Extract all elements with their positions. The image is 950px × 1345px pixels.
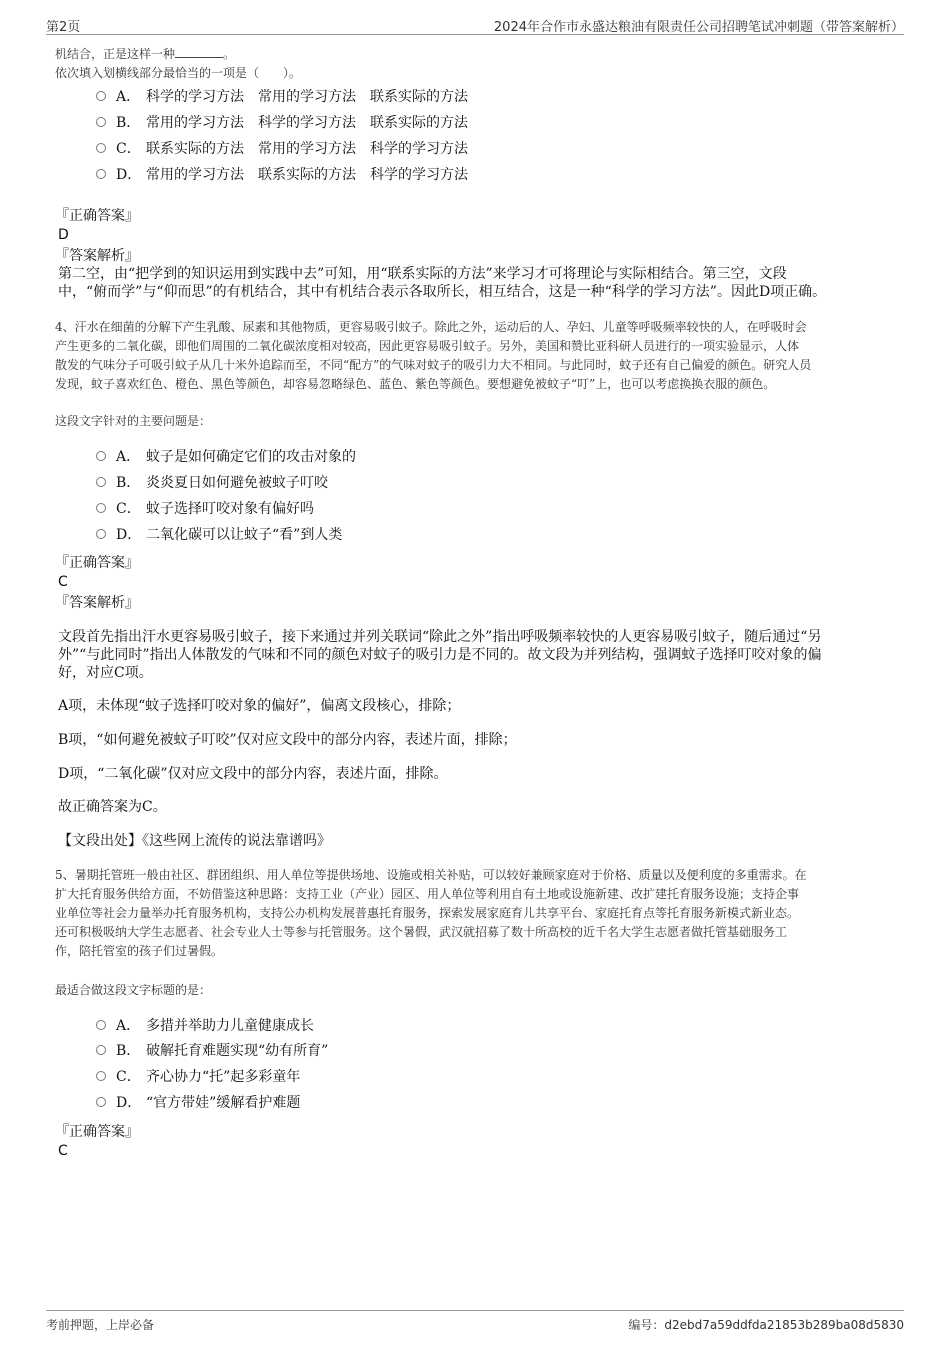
- q3-option-d[interactable]: D． 常用的学习方法 联系实际的方法 科学的学习方法: [96, 166, 468, 184]
- page-footer: [46, 1310, 904, 1333]
- page-header: [46, 14, 904, 35]
- q4-option-b[interactable]: B． 炎炎夏日如何避免被蚊子叮咬: [96, 474, 328, 492]
- footer-slogan: 考前押题，上岸必备: [46, 1318, 155, 1332]
- radio-icon[interactable]: [96, 1020, 106, 1030]
- q3-option-b[interactable]: B． 常用的学习方法 科学的学习方法 联系实际的方法: [96, 114, 468, 132]
- q5-option-d[interactable]: D． “官方带娃”缓解看护难题: [96, 1094, 300, 1112]
- q4-answer-label: 『正确答案』: [55, 555, 139, 571]
- document-title: 2024年合作市永盛达粮油有限责任公司招聘笔试冲刺题（带答案解析）: [493, 20, 904, 35]
- page-number: 第2页: [46, 20, 81, 35]
- q4-analysis-label: 『答案解析』: [55, 595, 139, 611]
- q4-analysis-d: D项，“二氧化碳”仅对应文段中的部分内容，表述片面，排除。: [58, 766, 448, 782]
- q4-option-a[interactable]: A． 蚊子是如何确定它们的攻击对象的: [96, 448, 356, 466]
- q3-answer: D: [58, 227, 69, 243]
- q3-analysis-label: 『答案解析』: [55, 248, 139, 264]
- radio-icon[interactable]: [96, 1045, 106, 1055]
- q4-source: 【文段出处】《这些网上流传的说法靠谱吗》: [58, 833, 331, 849]
- q5-option-a[interactable]: A． 多措并举助力儿童健康成长: [96, 1017, 314, 1035]
- q4-analysis-a: A项，未体现“蚊子选择叮咬对象的偏好”，偏离文段核心，排除；: [58, 698, 461, 714]
- q5-answer: C: [58, 1143, 68, 1159]
- radio-icon[interactable]: [96, 169, 106, 179]
- radio-icon[interactable]: [96, 477, 106, 487]
- q3-option-c[interactable]: C． 联系实际的方法 常用的学习方法 科学的学习方法: [96, 140, 468, 158]
- q3-option-a[interactable]: A． 科学的学习方法 常用的学习方法 联系实际的方法: [96, 88, 468, 106]
- q4-answer: C: [58, 574, 68, 590]
- radio-icon[interactable]: [96, 1097, 106, 1107]
- q3-answer-label: 『正确答案』: [55, 208, 139, 224]
- q4-passage: 4、汗水在细菌的分解下产生乳酸、尿素和其他物质，更容易吸引蚊子。除此之外，运动后的人、孕妇、儿童等呼吸频率较快的人，在呼吸时会 产生更多的二氧化碳，即他们周围的二氧化碳浓度相对较高，因此更容易吸引蚊子。另外，美国和赞比亚科研人员进行的一项实验显示，人体 散发的气味分子可吸引蚊子从几十米外追踪而至，不同“配方”的气味对蚊子的吸引力大不相同。与此同时，蚊子还有自己偏爱的颜色。研究人员 发现，蚊子喜欢红色、橙色、黑色等颜色，却容易忽略绿色、蓝色、紫色等颜色。要想避免被蚊子“叮”上，也可以考虑换换衣服的颜色。: [55, 320, 812, 391]
- q3-stem-line2: 依次填入划横线部分最恰当的一项是（ ）。: [55, 66, 302, 80]
- q5-answer-label: 『正确答案』: [55, 1124, 139, 1140]
- radio-icon[interactable]: [96, 117, 106, 127]
- radio-icon[interactable]: [96, 451, 106, 461]
- document-id: 编号：d2ebd7a59ddfda21853b289ba08d5830: [628, 1318, 904, 1332]
- q4-analysis-b: B项，“如何避免被蚊子叮咬”仅对应文段中的部分内容，表述片面，排除；: [58, 732, 517, 748]
- q5-question: 最适合做这段文字标题的是：: [55, 983, 212, 997]
- radio-icon[interactable]: [96, 91, 106, 101]
- q3-stem-line1: 机结合，正是这样一种 。: [55, 47, 236, 61]
- q5-option-b[interactable]: B． 破解托育难题实现“幼有所育”: [96, 1042, 328, 1060]
- q3-analysis: 第二空，由“把学到的知识运用到实践中去”可知，用“联系实际的方法”来学习才可将理论与实际相结合。第三空，文段 中，“俯而学”与“仰而思”的有机结合，其中有机结合表示各取所长，相互结合，这是一种“科学的学习方法”。因此D项正确。: [58, 266, 827, 300]
- q3-stem: [55, 45, 895, 83]
- radio-icon[interactable]: [96, 143, 106, 153]
- fill-blank: [175, 45, 223, 58]
- q4-option-c[interactable]: C． 蚊子选择叮咬对象有偏好吗: [96, 500, 314, 518]
- q5-passage: 5、暑期托管班一般由社区、群团组织、用人单位等提供场地、设施或相关补贴，可以较好兼顾家庭对于价格、质量以及便利度的多重需求。在 扩大托育服务供给方面，不妨借鉴这种思路：支持工业（产业）园区、用人单位等利用自有土地或设施新建、改扩建托育服务设施；支持企事 业单位等社会力量举办托育服务机构，支持公办机构发展普惠托育服务，探索发展家庭育儿共享平台、家庭托育点等托育服务新模式新业态。 还可积极吸纳大学生志愿者、社会专业人士等参与托管服务。这个暑假，武汉就招募了数十所高校的近千名大学生志愿者做托管基础服务工 作，陪托管室的孩子们过暑假。: [55, 868, 807, 958]
- radio-icon[interactable]: [96, 1071, 106, 1081]
- q4-conclusion: 故正确答案为C。: [58, 799, 167, 815]
- radio-icon[interactable]: [96, 503, 106, 513]
- radio-icon[interactable]: [96, 529, 106, 539]
- q4-question: 这段文字针对的主要问题是：: [55, 414, 212, 428]
- q4-analysis-body: 文段首先指出汗水更容易吸引蚊子，接下来通过并列关联词“除此之外”指出呼吸频率较快的人更容易吸引蚊子，随后通过“另 外”“与此同时”指出人体散发的气味和不同的颜色对蚊子的吸引力是不同的。故文段为并列结构，强调蚊子选择叮咬对象的偏 好，对应C项。: [58, 629, 822, 681]
- q4-option-d[interactable]: D． 二氧化碳可以让蚊子“看”到人类: [96, 526, 342, 544]
- q5-option-c[interactable]: C． 齐心协力“托”起多彩童年: [96, 1068, 300, 1086]
